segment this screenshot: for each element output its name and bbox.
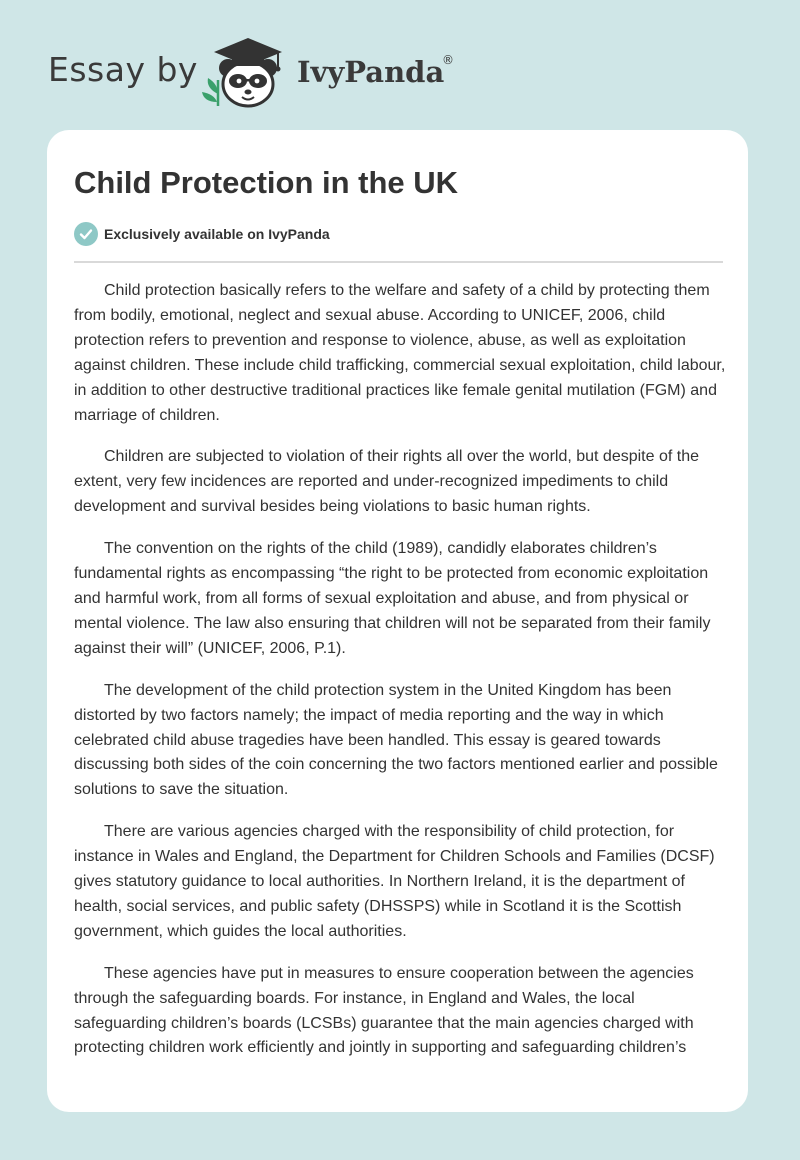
- paragraph: Child protection basically refers to the welfare and safety of a child by protecting them from bodily, emotional, neglect and sexual abuse. According to UNICEF, 2006, child protection refers to prevention and response to violence, abuse, as well as exploitation against children. These include child trafficking, commercial sexual exploitation, child labour, in addition to other destructive traditional practices like female genital mutilation (FGM) and marriage of children.: [74, 282, 726, 424]
- brand-name[interactable]: IvyPanda: [297, 55, 445, 89]
- paragraph: These agencies have put in measures to ensure cooperation between the agencies through the safeguarding boards. For instance, in England and Wales, the local safeguarding children’s boards (LCSBs) guarantee that the main agencies charged with protecting children work efficiently and jointly in supporting and safeguarding children’s: [74, 964, 694, 1057]
- paragraph: The convention on the rights of the child (1989), candidly elaborates children’s fundamental rights as encompassing “the right to be protected from economic exploitation and harmful work, from all forms of sexual exploitation and abuse, and from physical or mental violence. The law also ensuring that children will not be separated from their family against their will” (UNICEF, 2006, P.1).: [74, 540, 711, 657]
- essay-body: [74, 279, 729, 1078]
- paragraph: The development of the child protection system in the United Kingdom has been distorted by two factors namely; the impact of media reporting and the way in which celebrated child abuse tragedies have been handled. This essay is geared towards discussing both sides of the coin concerning the two factors mentioned earlier and possible solutions to save the situation.: [74, 681, 718, 799]
- check-circle-icon: [74, 222, 98, 246]
- essay-title: Child Protection in the UK: [74, 165, 459, 200]
- panda-logo-icon[interactable]: [198, 28, 294, 110]
- exclusive-badge: [74, 222, 330, 246]
- title-divider: [74, 261, 723, 263]
- essay-card: [47, 130, 748, 1112]
- site-header: [0, 0, 800, 125]
- registered-mark: ®: [442, 53, 454, 67]
- paragraph: There are various agencies charged with the responsibility of child protection, for instance in Wales and England, the Department for Children Schools and Families (DCSF) gives statutory guidance to local authorities. In Northern Ireland, it is the department of health, social services, and public safety (DHSSPS) while in Scotland it is the Scottish government, which guides the local authorities.: [74, 823, 715, 940]
- exclusive-badge-label: Exclusively available on IvyPanda: [104, 226, 330, 242]
- paragraph: Children are subjected to violation of their rights all over the world, but despite of the extent, very few incidences are reported and under-recognized impediments to child development and survival besides being violations to basic human rights.: [74, 448, 699, 516]
- brand-prefix: Essay by: [48, 50, 198, 89]
